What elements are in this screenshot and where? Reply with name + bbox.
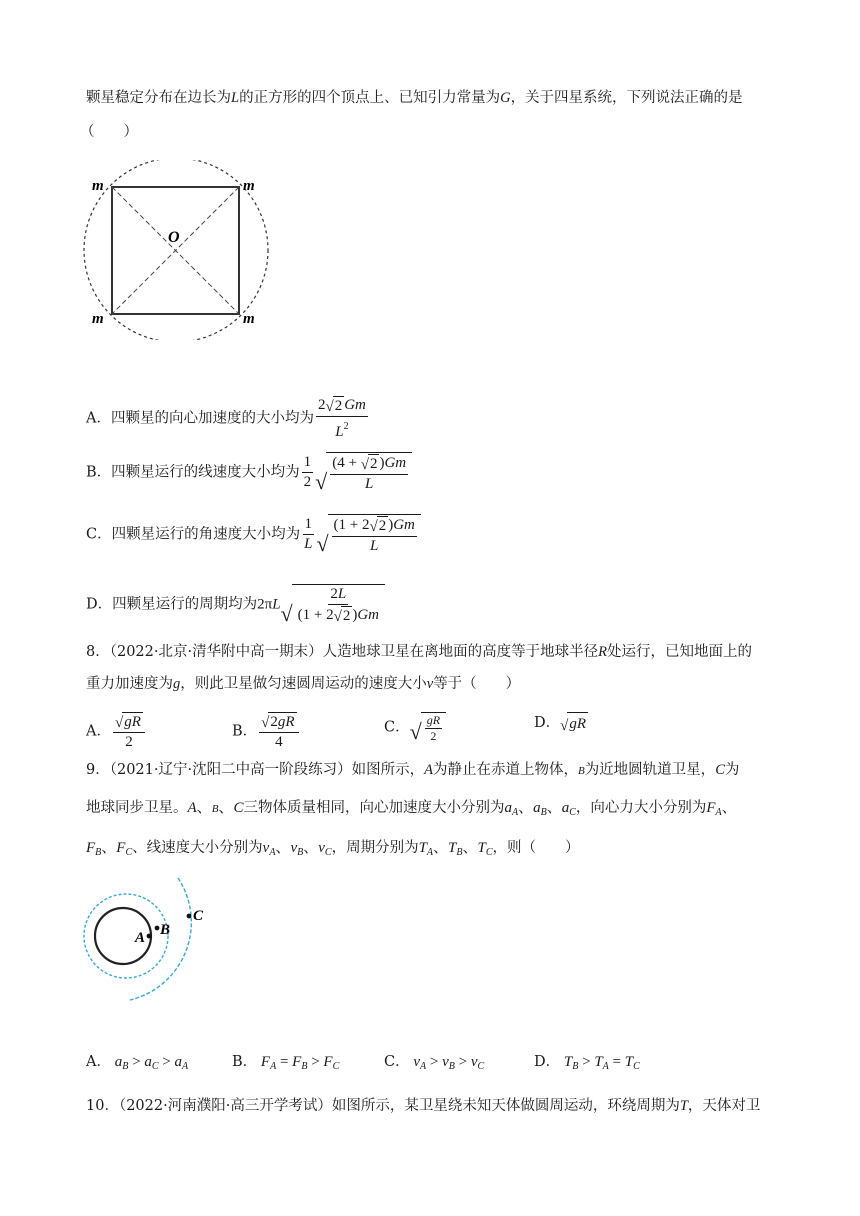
q8-var-v: v <box>426 676 434 692</box>
label-C: C <box>193 908 204 924</box>
q9-text: 为静止在赤道上物体， <box>432 762 578 778</box>
q9-forces: $F_B$、$F_C$ <box>86 840 133 858</box>
q8-text: 8．（2022·北京·清华附中高一期末）人造地球卫星在离地面的高度等于地球半径 <box>86 644 599 660</box>
q8-text: 重力加速度为 <box>86 676 173 692</box>
q9-b-formula: $F_A = F_B > F_C$ <box>257 1054 340 1072</box>
q10-text: 10．（2022·河南濮阳·高三开学考试）如图所示，某卫星绕未知天体做圆周运动，环绕周期为 <box>86 1098 680 1114</box>
q9-text: 为 <box>724 762 740 778</box>
option-d-text: D．四颗星运行的周期均为 <box>86 596 258 613</box>
q9-force-FA: $F_A$、 <box>706 800 737 818</box>
q9-a-formula: $a_B > a_C > a_A$ <box>110 1054 189 1072</box>
option-b-formula: √ (4 + √ 2 )Gm L <box>315 452 412 493</box>
option-d-text: D． <box>534 715 561 731</box>
q9-text: 为近地圆轨道卫星， <box>584 762 716 778</box>
option-d-text: D． <box>534 1054 561 1070</box>
q9-option-c[interactable] <box>384 1052 484 1077</box>
mass-label-tl: m <box>92 178 104 194</box>
q9-text: 、线速度大小分别为 <box>132 840 263 856</box>
q7-option-c[interactable] <box>86 514 421 555</box>
q9-velocities: $v_A$、$v_B$、$v_C$ <box>262 840 332 858</box>
q9-var-B: B <box>577 765 585 777</box>
q9-stem-line2 <box>86 798 737 823</box>
option-c-text: C． <box>384 1054 410 1070</box>
q9-text: 地球同步卫星。 <box>86 800 188 816</box>
q9-var-C: C <box>715 762 725 778</box>
q8-b-formula: √ 2 gR 4 <box>259 712 298 751</box>
q8-option-d[interactable] <box>534 712 588 734</box>
option-c-coef: $\frac{1}{L}$ <box>304 516 313 552</box>
option-c-text: C． <box>384 719 410 736</box>
option-a-formula: 2 √ 2 Gm $L^2$ <box>317 396 366 440</box>
option-c-text: C．四颗星运行的角速度大小均为 <box>86 526 301 543</box>
label-A: A <box>135 930 146 946</box>
option-c-formula: √ (1 + 2 √ 2 )Gm L <box>316 514 420 555</box>
point-B <box>155 926 160 931</box>
q7-answer-paren: （ ） <box>80 124 138 140</box>
q9-c-formula: $v_A > v_B > v_C$ <box>409 1054 485 1072</box>
q8-c-formula: √ $\frac{gR}{2}$ <box>410 712 446 743</box>
q9-var-A: A <box>424 762 433 778</box>
q9-d-formula: $T_B > T_A = T_C$ <box>560 1054 640 1072</box>
q8-option-c[interactable] <box>384 712 446 743</box>
option-d-coef: 2πL <box>257 596 281 613</box>
q8-text: 处运行，已知地面上的 <box>606 644 752 660</box>
q7-text: 颗星稳定分布在边长为 <box>86 90 231 106</box>
mass-label-bl: m <box>92 311 104 327</box>
q7-text: ，关于四星系统，下列说法正确的是 <box>510 90 743 106</box>
q7-option-d[interactable] <box>86 584 385 625</box>
option-b-text: B． <box>232 723 258 740</box>
q9-text: ，周期分别为 <box>331 840 419 856</box>
option-b-text: B．四颗星运行的线速度大小均为 <box>86 464 300 481</box>
q9-text: ，向心力大小分别为 <box>575 800 707 816</box>
q9-text: ，则（ ） <box>492 840 580 856</box>
q9-accels: $a_A$、$a_B$、$a_C$ <box>504 800 576 818</box>
q8-option-a[interactable] <box>86 712 147 751</box>
option-b-text: B． <box>232 1054 258 1070</box>
q9-stem-line3 <box>86 838 580 863</box>
q9-option-a[interactable] <box>86 1052 188 1077</box>
q10-var-T: T <box>679 1098 688 1114</box>
mass-label-tr: m <box>243 178 255 194</box>
option-a-text: A． <box>86 1054 111 1070</box>
q8-text: ，则此卫星做匀速圆周运动的速度大小 <box>180 676 427 692</box>
q9-text: 三物体质量相同，向心加速度大小分别为 <box>243 800 505 816</box>
q8-a-formula: √ gR 2 <box>113 712 145 751</box>
q7-option-a[interactable] <box>86 396 370 441</box>
q9-option-b[interactable] <box>232 1052 339 1077</box>
q8-stem-line2 <box>86 674 520 694</box>
option-b-coef: $\frac{1}{2}$ <box>303 454 312 490</box>
near-orbit <box>84 894 171 978</box>
q9-abc: A、B、C <box>187 800 244 816</box>
q8-var-g: g <box>173 676 181 692</box>
point-A <box>147 934 152 939</box>
q7-option-b[interactable] <box>86 452 412 493</box>
q7-stem-line1 <box>86 88 743 108</box>
q7-var-G: G <box>500 90 511 106</box>
mass-label-br: m <box>243 311 255 327</box>
label-B: B <box>160 922 171 938</box>
q8-d-formula: √ gR <box>560 712 588 734</box>
center-label: O <box>168 229 180 246</box>
option-a-text: A．四颗星的向心加速度的大小均为 <box>86 410 314 427</box>
q7-var-L: L <box>231 90 240 106</box>
q8-var-R: R <box>598 644 607 660</box>
q9-stem-line1 <box>86 760 739 781</box>
q9-periods: $T_A$、$T_B$、$T_C$ <box>418 840 493 858</box>
q10-text: ，天体对卫 <box>687 1098 761 1114</box>
q8-stem-line1 <box>86 642 752 662</box>
option-a-text: A． <box>86 723 111 740</box>
q10-stem-line1 <box>86 1096 760 1116</box>
q8-text: 等于（ ） <box>433 676 521 692</box>
q7-text: 的正方形的四个顶点上、已知引力常量为 <box>239 90 501 106</box>
option-d-formula: √ 2L (1 + 2 √ 2 )Gm <box>281 584 385 625</box>
q9-option-d[interactable] <box>534 1052 640 1077</box>
four-star-figure <box>80 160 280 340</box>
point-C <box>187 914 192 919</box>
orbit-figure <box>82 876 222 1006</box>
q9-text: 9．（2021·辽宁·沈阳二中高一阶段练习）如图所示， <box>86 762 425 778</box>
q8-option-b[interactable] <box>232 712 301 751</box>
